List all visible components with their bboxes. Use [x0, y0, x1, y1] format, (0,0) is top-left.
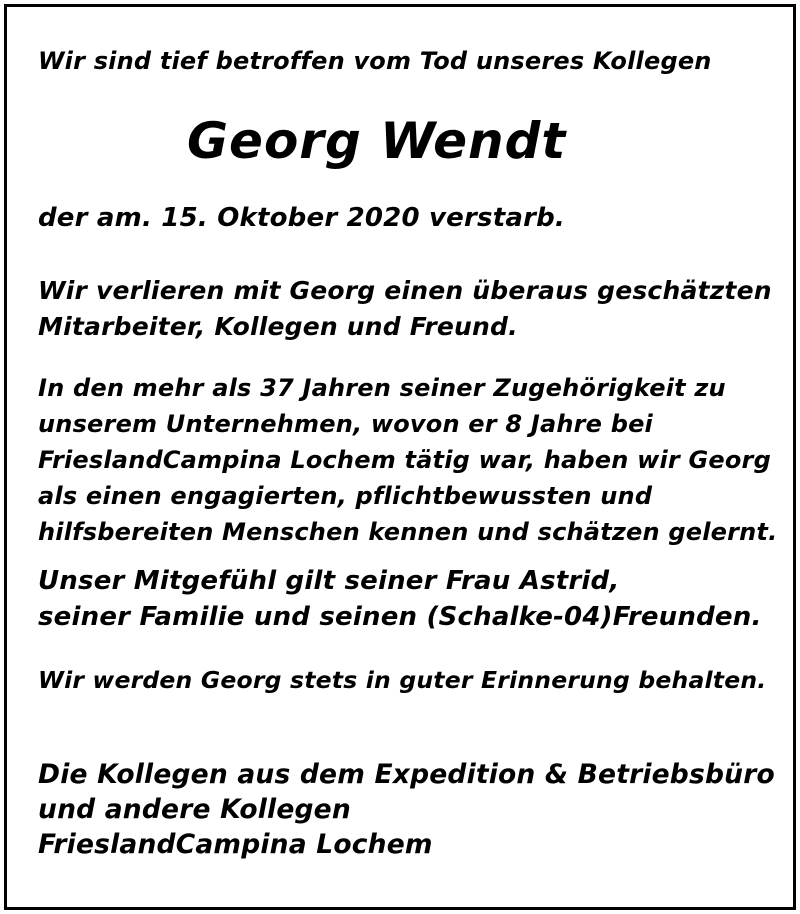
tribute-paragraph — [38, 273, 772, 345]
paragraph-line: Wir verlieren mit Georg einen überaus geschätzten — [38, 276, 772, 305]
signature-block — [38, 757, 775, 862]
paragraph-line: Wir werden Georg stets in guter Erinnerung behalten. — [38, 666, 767, 694]
career-paragraph — [38, 370, 777, 550]
paragraph-line: als einen engagierten, pflichtbewussten und — [38, 482, 653, 510]
paragraph-line: hilfsbereiten Menschen kennen und schätzen gelernt. — [38, 518, 778, 546]
paragraph-line: Mitarbeiter, Kollegen und Freund. — [38, 312, 518, 341]
paragraph-line: Unser Mitgefühl gilt seiner Frau Astrid, — [38, 566, 620, 596]
paragraph-line: unserem Unternehmen, wovon er 8 Jahre bei — [38, 410, 653, 438]
deceased-name: Georg Wendt — [187, 112, 567, 170]
paragraph-line: der am. 15. Oktober 2020 verstarb. — [38, 203, 565, 233]
paragraph-line: seiner Familie und seinen (Schalke-04)Freunden. — [38, 602, 762, 632]
paragraph-line: In den mehr als 37 Jahren seiner Zugehörigkeit zu — [38, 374, 726, 402]
intro-text: Wir sind tief betroffen vom Tod unseres Kollegen — [38, 47, 712, 75]
signature-line: FrieslandCampina Lochem — [38, 829, 433, 860]
sympathy-paragraph — [38, 563, 762, 635]
paragraph-line: FrieslandCampina Lochem tätig war, haben wir Georg — [38, 446, 771, 474]
remembrance-paragraph — [38, 662, 766, 698]
date-paragraph — [38, 200, 565, 236]
obituary-notice — [4, 4, 796, 910]
signature-line: Die Kollegen aus dem Expedition & Betriebsbüro — [38, 759, 775, 790]
signature-line: und andere Kollegen — [38, 794, 351, 825]
